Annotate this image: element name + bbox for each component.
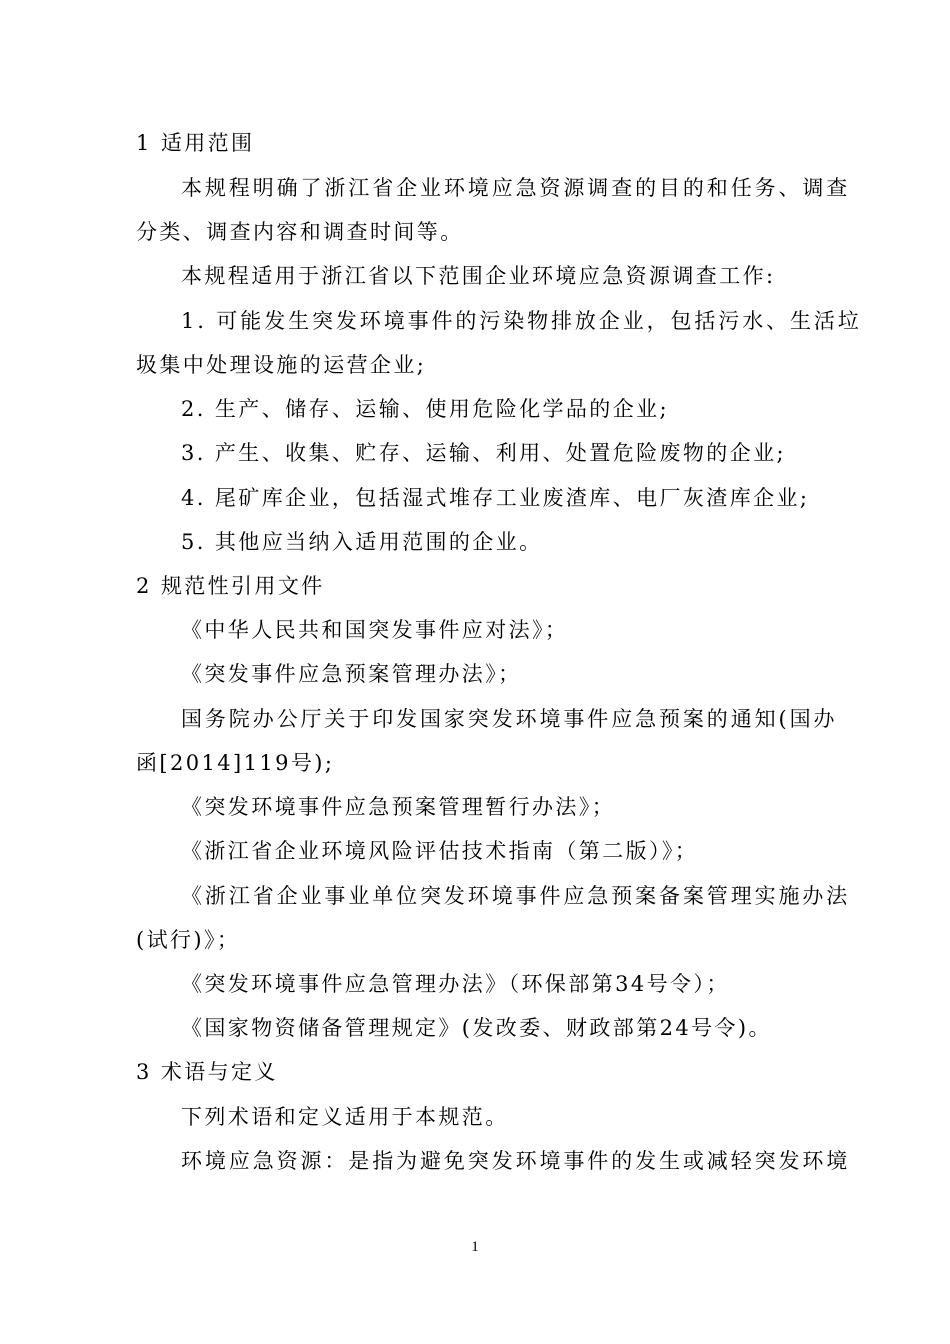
reference-item: 《突发环境事件应急预案管理暂行办法》； [181,795,616,819]
list-item: 5. 其他应当纳入适用范围的企业。 [181,530,543,554]
paragraph-line: 环境应急资源：是指为避免突发环境事件的发生或减轻突发环境 [181,1149,851,1173]
list-item: 2. 生产、储存、运输、使用危险化学品的企业; [181,397,669,421]
reference-item: 《浙江省企业事业单位突发环境事件应急预案备案管理实施办法 [181,884,851,908]
list-item: 1. 可能发生突发环境事件的污染物排放企业，包括污水、生活垃 [181,309,862,333]
reference-item: 《国家物资储备管理规定》(发改委、财政部第24号令)。 [181,1016,772,1040]
section-heading: 1 适用范围 [136,131,255,155]
reference-item: 《浙江省企业环境风险评估技术指南（第二版）》； [181,839,699,863]
list-item: 圾集中处理设施的运营企业; [136,353,427,377]
list-item: 3. 产生、收集、贮存、运输、利用、处置危险废物的企业; [181,441,786,465]
paragraph-line: 下列术语和定义适用于本规范。 [181,1105,509,1129]
paragraph-line: 本规程明确了浙江省企业环境应急资源调查的目的和任务、调查 [181,176,851,200]
reference-item: (试行)》； [136,928,241,952]
paragraph-line: 分类、调查内容和调查时间等。 [136,220,464,244]
reference-item: 《突发事件应急预案管理办法》； [181,662,522,686]
section-heading: 3 术语与定义 [136,1060,278,1084]
section-heading: 2 规范性引用文件 [136,574,325,598]
reference-item: 《突发环境事件应急管理办法》（环保部第34号令）； [181,972,730,996]
page-number: 1 [471,1239,479,1255]
list-item: 4. 尾矿库企业，包括湿式堆存工业废渣库、电厂灰渣库企业; [181,486,810,510]
reference-item: 国务院办公厅关于印发国家突发环境事件应急预案的通知(国办 [181,707,838,731]
reference-item: 函[2014]119号); [136,751,335,775]
paragraph-line: 本规程适用于浙江省以下范围企业环境应急资源调查工作: [181,264,776,288]
reference-item: 《中华人民共和国突发事件应对法》； [181,618,569,642]
